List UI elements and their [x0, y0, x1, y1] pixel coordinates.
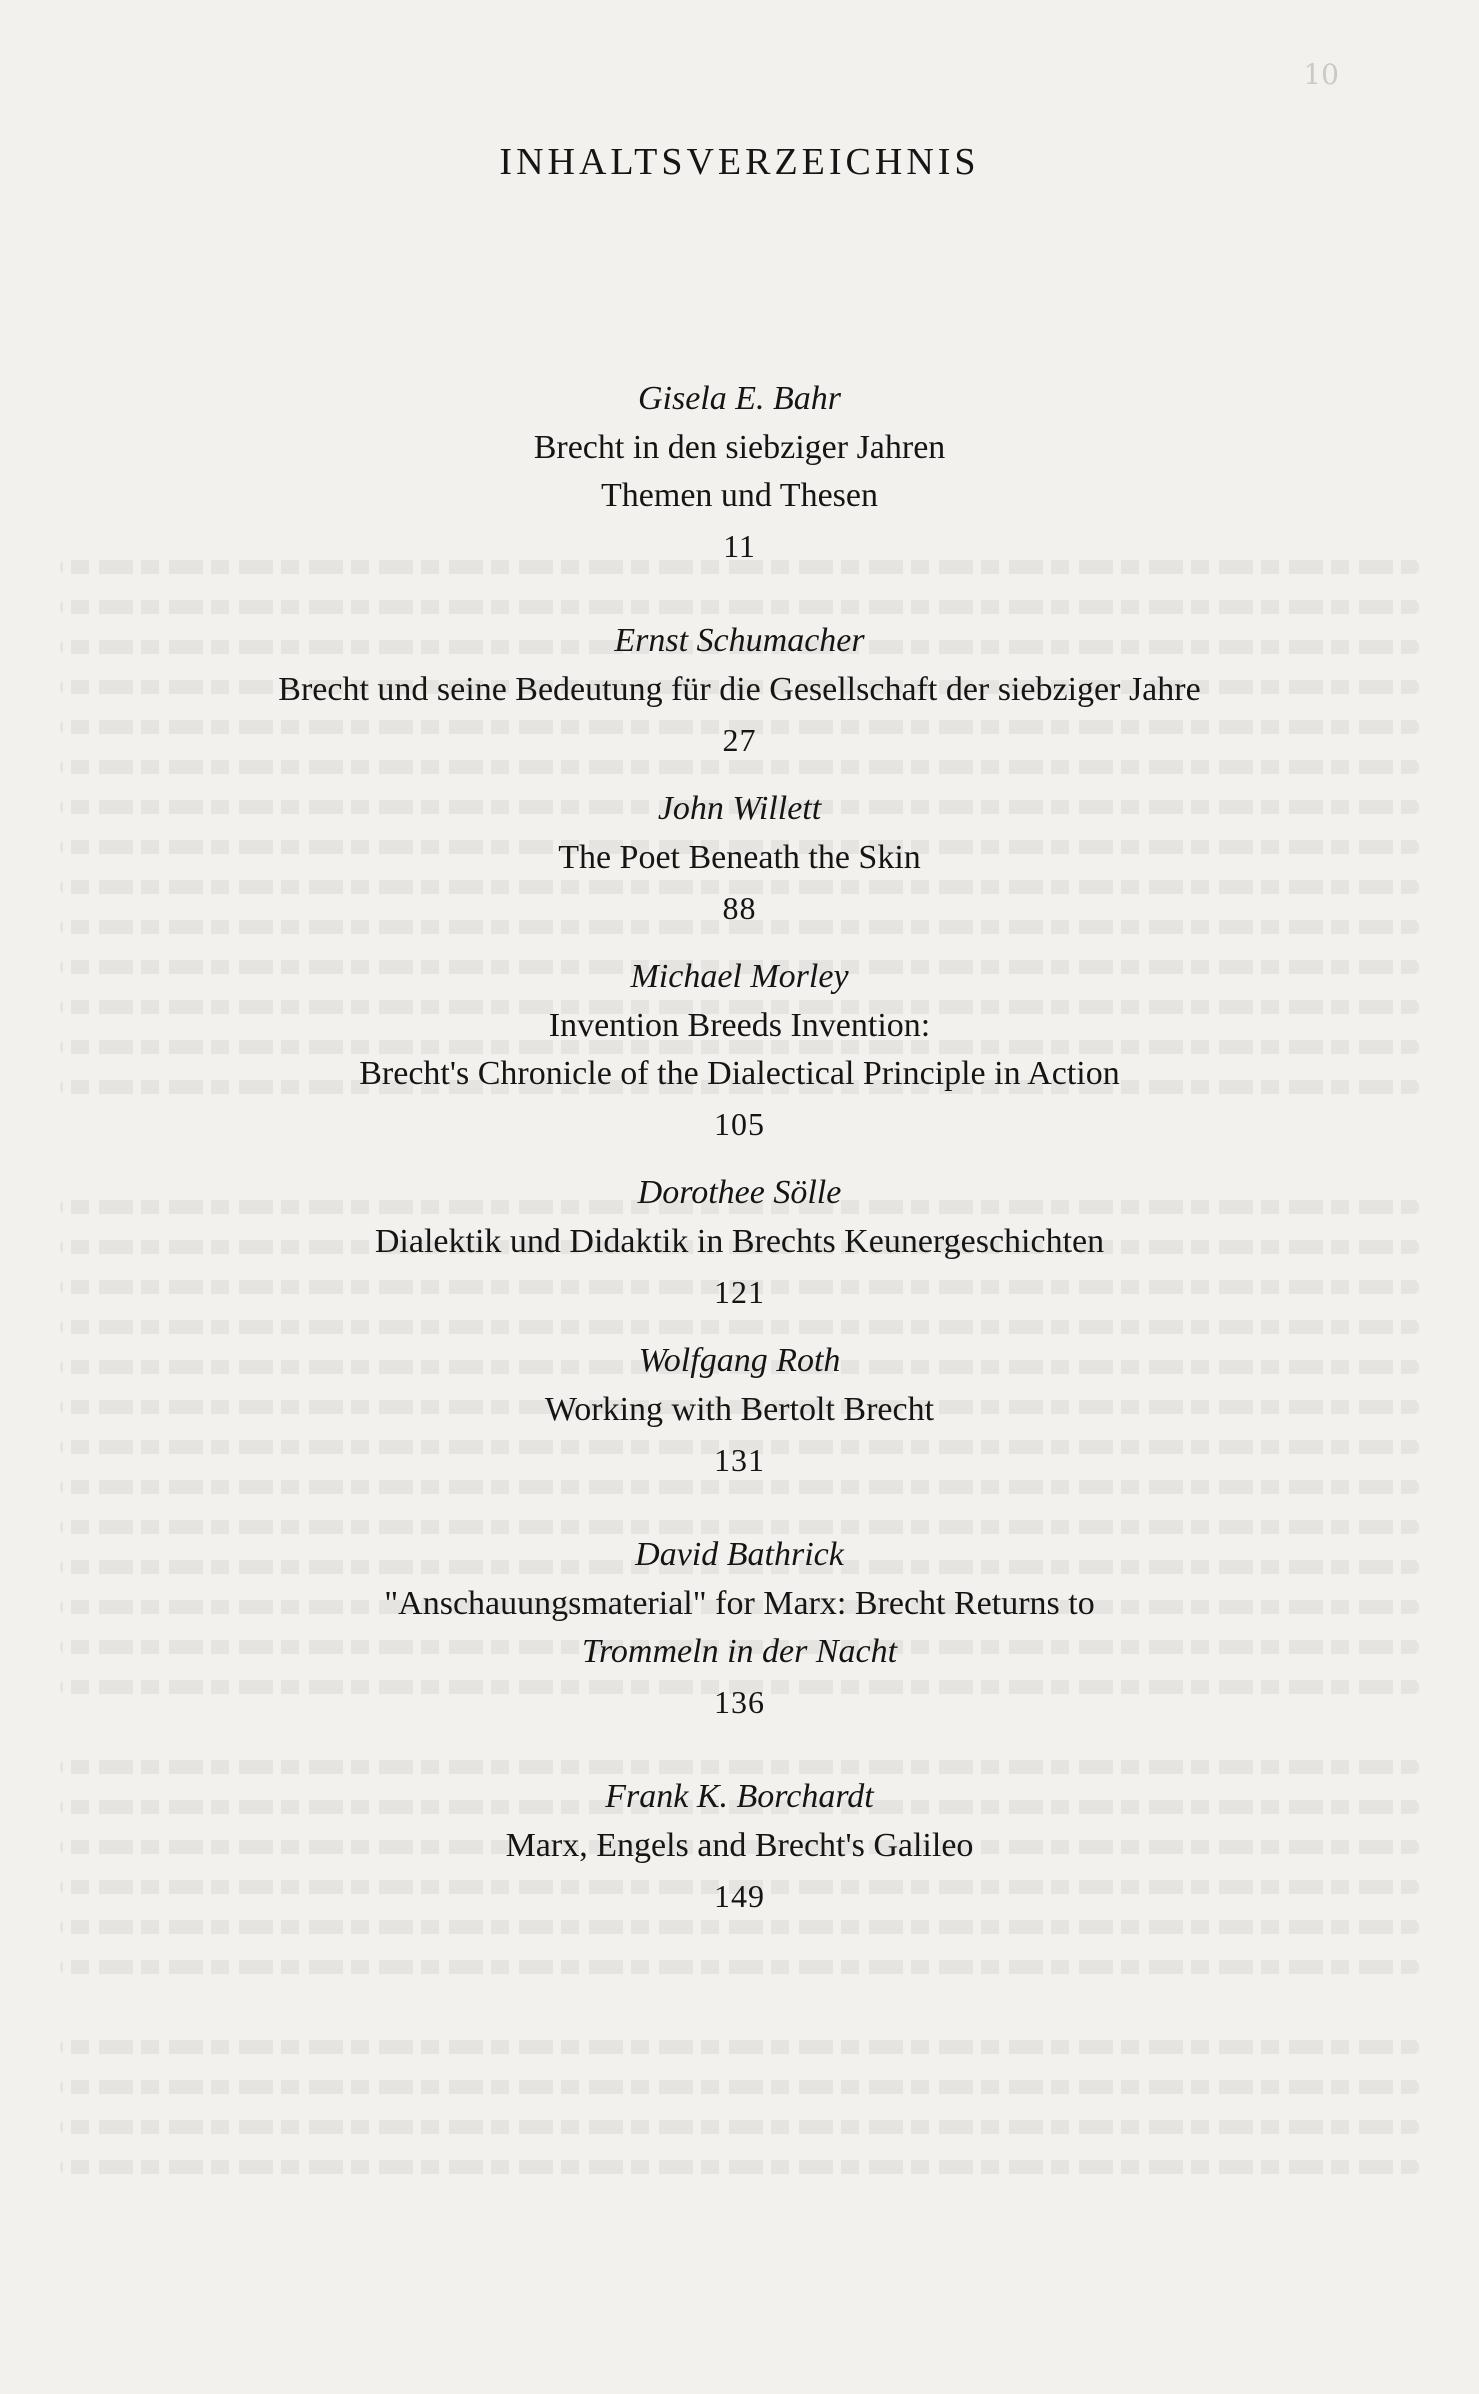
entry-page-number: 88 [722, 890, 757, 926]
toc-entry [0, 374, 1479, 572]
entry-page-number: 121 [714, 1274, 765, 1310]
entry-author: Ernst Schumacher [614, 622, 865, 659]
entry-page-number: 131 [714, 1442, 765, 1478]
entry-author: Gisela E. Bahr [637, 380, 842, 417]
toc-entry [0, 616, 1479, 766]
entry-title: The Poet Beneath the Skin [558, 839, 921, 876]
table-of-contents [0, 140, 1479, 1922]
toc-heading: INHALTSVERZEICHNIS [499, 141, 980, 183]
toc-entry [0, 1772, 1479, 1922]
entry-author: David Bathrick [635, 1536, 844, 1573]
toc-entry [0, 1336, 1479, 1486]
entry-title-italic: Trommeln in der Nacht [581, 1633, 898, 1670]
entry-page-number: 11 [723, 528, 756, 564]
entry-author: Michael Morley [630, 958, 849, 995]
entry-title: Brecht's Chronicle of the Dialectical Principle in Action [359, 1055, 1120, 1092]
entry-title: Themen und Thesen [601, 477, 878, 514]
entry-title: Brecht in den siebziger Jahren [533, 429, 946, 466]
entry-author: John Willett [657, 790, 822, 827]
entry-title: Invention Breeds Invention: [548, 1007, 931, 1044]
toc-entry [0, 1530, 1479, 1728]
entry-author: Frank K. Borchardt [605, 1778, 874, 1815]
entry-author: Wolfgang Roth [638, 1342, 841, 1379]
page-number: 10 [1303, 58, 1339, 91]
toc-entry [0, 1168, 1479, 1318]
entry-title: Dialektik und Didaktik in Brechts Keunergeschichten [374, 1223, 1105, 1260]
entry-page-number: 149 [714, 1878, 765, 1914]
entry-page-number: 105 [714, 1106, 765, 1142]
toc-entry [0, 784, 1479, 934]
entry-author: Dorothee Sölle [637, 1174, 842, 1211]
entry-title: Marx, Engels and Brecht's Galileo [505, 1827, 974, 1864]
entry-title: "Anschauungsmaterial" for Marx: Brecht Returns to [384, 1585, 1095, 1622]
entry-page-number: 136 [714, 1684, 765, 1720]
entry-page-number: 27 [722, 722, 757, 758]
entry-title: Brecht und seine Bedeutung für die Gesellschaft der siebziger Jahre [278, 671, 1201, 708]
entry-title: Working with Bertolt Brecht [544, 1391, 935, 1428]
toc-entry [0, 952, 1479, 1150]
